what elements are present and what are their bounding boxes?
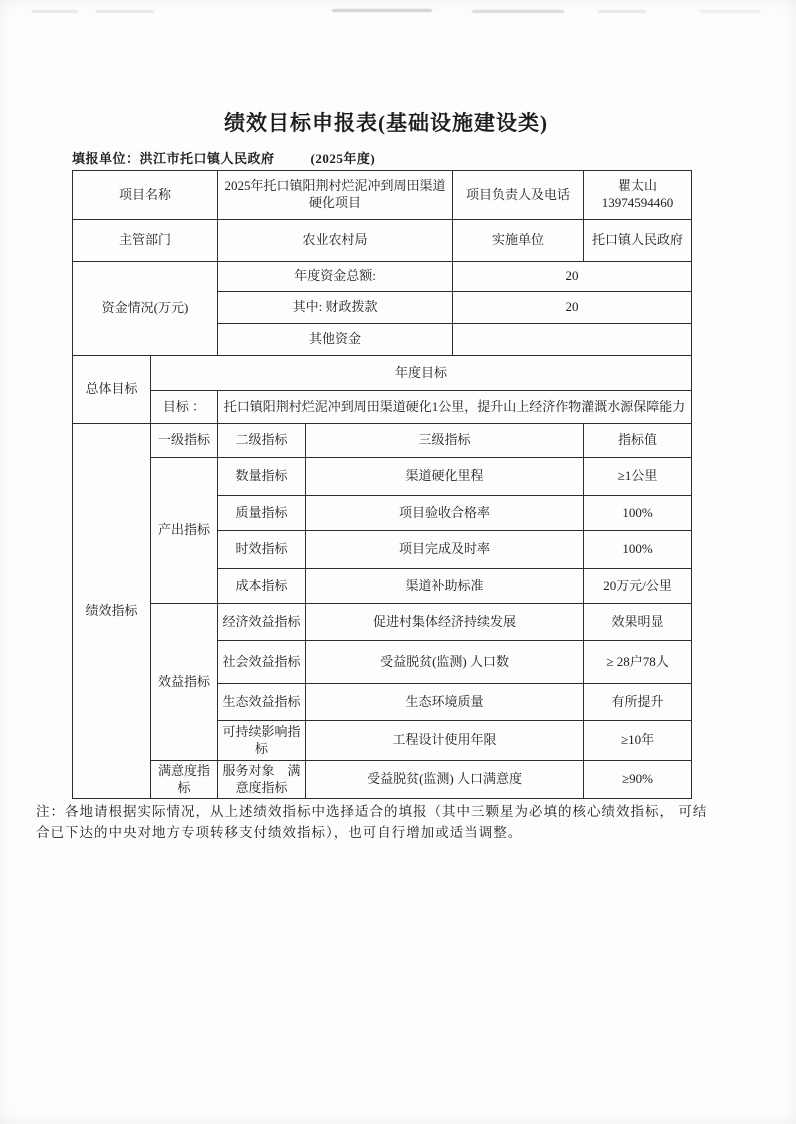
indicator-value-cell: 有所提升: [584, 684, 692, 721]
funds-total-label-cell: 年度资金总额:: [218, 262, 453, 292]
manager-label-cell: 项目负责人及电话: [453, 171, 584, 220]
indicator-value-cell: 100%: [584, 531, 692, 569]
footnote-line2: 合已下达的中央对地方专项转移支付绩效指标），也可自行增加或适当调整。: [36, 824, 523, 840]
goal-label-cell: 目标 ：: [151, 391, 218, 424]
level3-header-cell: 三级指标: [306, 424, 584, 458]
funds-other-label-cell: 其他资金: [218, 324, 453, 356]
table-row: [73, 356, 692, 391]
funds-fiscal-value-cell: 20: [453, 292, 692, 324]
indicator-l2-cell: 经济效益指标: [218, 604, 306, 641]
manager-value-cell: [584, 171, 692, 220]
impl-value-cell: 托口镇人民政府: [584, 220, 692, 262]
scan-artifact: [96, 10, 154, 13]
indicator-value-cell: ≥1公里: [584, 458, 692, 496]
funds-label-cell: 资金情况(万元): [73, 262, 218, 356]
filler-unit-label: 填报单位：: [72, 151, 140, 166]
indicator-l3-cell: 工程设计使用年限: [306, 721, 584, 761]
manager-name: 瞿太山: [618, 178, 658, 194]
indicator-l3-cell: 受益脱贫(监测) 人口数: [306, 641, 584, 684]
indicator-value-cell: ≥10年: [584, 721, 692, 761]
table-row: [73, 424, 692, 458]
level1-header-cell: 一级指标: [151, 424, 218, 458]
table-row: [73, 458, 692, 496]
indicator-value-cell: 100%: [584, 496, 692, 531]
indicator-l2-cell: 质量指标: [218, 496, 306, 531]
indicator-value-cell: ≥90%: [584, 761, 692, 799]
filler-unit-line: [72, 148, 375, 167]
indicator-value-cell: 效果明显: [584, 604, 692, 641]
table-row: [73, 262, 692, 292]
indicator-l3-cell: 受益脱贫(监测) 人口满意度: [306, 761, 584, 799]
indicator-l3-cell: 项目完成及时率: [306, 531, 584, 569]
funds-other-value-cell: [453, 324, 692, 356]
scan-artifact: [472, 10, 564, 13]
goal-text-cell: 托口镇阳荆村烂泥冲到周田渠道硬化1公里，提升山上经济作物灌溉水源保障能力: [218, 391, 692, 424]
table-row: [73, 604, 692, 641]
project-name-value-cell: 2025年托口镇阳荆村烂泥冲到周田渠道硬化项目: [218, 171, 453, 220]
scan-artifact: [332, 9, 432, 12]
impl-label-cell: 实施单位: [453, 220, 584, 262]
funds-total-value-cell: 20: [453, 262, 692, 292]
footnote-line1: 注：各地请根据实际情况，从上述绩效指标中选择适合的填报（其中三颗星为必填的核心绩效指标， 可结: [36, 804, 708, 819]
funds-fiscal-label-cell: 其中: 财政拨款: [218, 292, 453, 324]
indicator-l2-cell: 可持续影响指标: [218, 721, 306, 761]
dept-label-cell: 主管部门: [73, 220, 218, 262]
scan-artifact: [700, 10, 760, 13]
filler-unit-value: 洪江市托口镇人民政府: [139, 151, 275, 166]
indicator-value-cell: ≥ 28户78人: [584, 641, 692, 684]
table-row: [73, 761, 692, 799]
value-header-cell: 指标值: [584, 424, 692, 458]
indicator-l2-cell: 生态效益指标: [218, 684, 306, 721]
indicator-l3-cell: 渠道硬化里程: [306, 458, 584, 496]
level2-header-cell: 二级指标: [218, 424, 306, 458]
indicator-l3-cell: 生态环境质量: [306, 684, 584, 721]
output-group-cell: 产出指标: [151, 458, 218, 604]
table-row: [73, 220, 692, 262]
overall-goal-label-cell: 总体目标: [73, 356, 151, 424]
benefit-group-cell: 效益指标: [151, 604, 218, 761]
indicator-value-cell: 20万元/公里: [584, 569, 692, 604]
table-row: [73, 171, 692, 220]
indicator-l2-cell: 时效指标: [218, 531, 306, 569]
indicator-l3-cell: 促进村集体经济持续发展: [306, 604, 584, 641]
indicator-l2-cell: 服务对象 满意度指标: [218, 761, 306, 799]
satisfaction-group-cell: 满意度指标: [151, 761, 218, 799]
indicator-l2-cell: 成本指标: [218, 569, 306, 604]
indicator-l2-cell: 社会效益指标: [218, 641, 306, 684]
manager-phone: 13974594460: [601, 195, 674, 210]
scan-artifact: [32, 10, 78, 13]
performance-target-table: [72, 170, 692, 799]
report-year: (2025年度): [310, 151, 376, 166]
indicators-label-cell: 绩效指标: [73, 424, 151, 799]
indicator-l2-cell: 数量指标: [218, 458, 306, 496]
dept-value-cell: 农业农村局: [218, 220, 453, 262]
table-row: [73, 391, 692, 424]
footnote: [36, 802, 772, 844]
project-name-label-cell: 项目名称: [73, 171, 218, 220]
annual-goal-header-cell: 年度目标: [151, 356, 692, 391]
indicator-l3-cell: 项目验收合格率: [306, 496, 584, 531]
page-title: 绩效目标申报表(基础设施建设类): [224, 111, 548, 135]
indicator-l3-cell: 渠道补助标准: [306, 569, 584, 604]
scan-artifact: [598, 10, 646, 13]
